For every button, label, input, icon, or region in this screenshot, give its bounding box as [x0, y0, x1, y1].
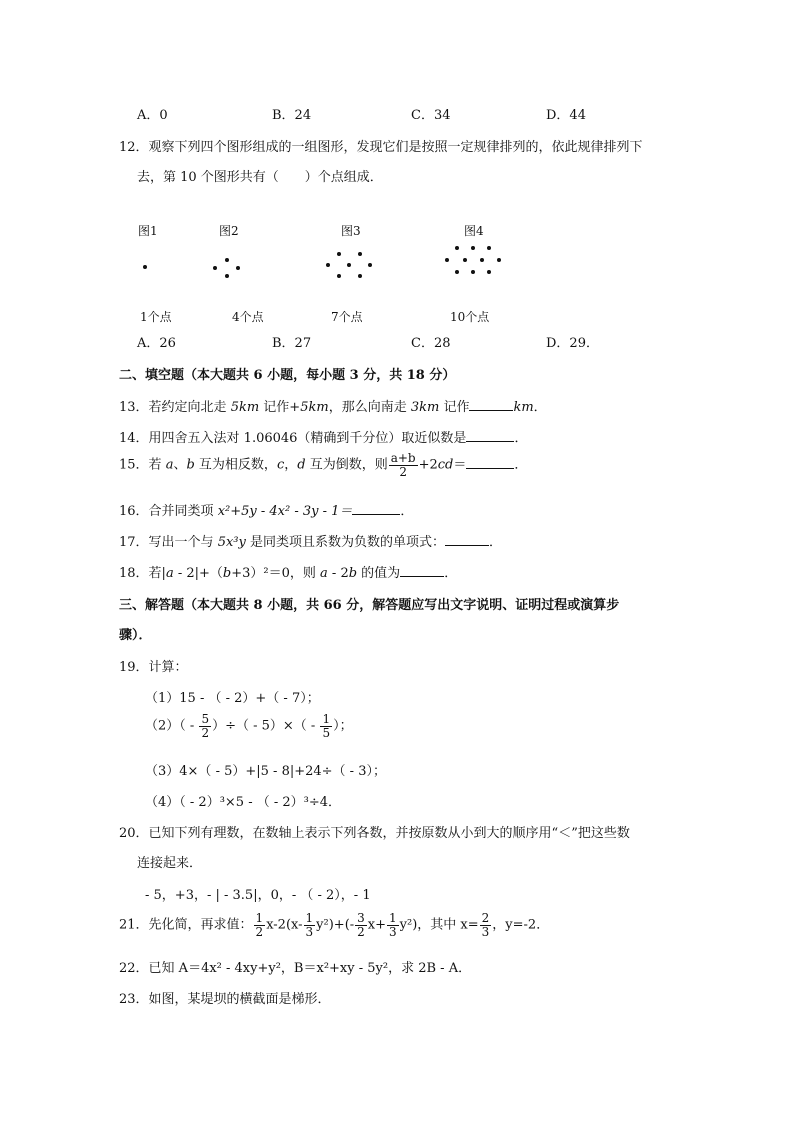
q19-fraction	[199, 713, 211, 739]
q19-title: 19．计算：	[119, 660, 188, 675]
q13-text: ．	[533, 400, 547, 415]
fig1-caption: 1个点	[140, 310, 172, 324]
q15-text: +2	[418, 457, 438, 473]
q18-text: - 2	[327, 566, 349, 581]
fig2-caption: 4个点	[232, 310, 264, 324]
dot	[368, 263, 372, 267]
q15-fraction	[389, 452, 418, 478]
q21-text: ，y=-2．	[492, 917, 550, 933]
dot	[455, 270, 459, 274]
q21-text: 21．先化简，再求值：	[119, 917, 253, 933]
dot	[455, 246, 459, 250]
q19-part2	[145, 713, 353, 739]
q14-text: ．	[514, 431, 528, 446]
q21-text: y²)，其中 x=	[399, 917, 479, 933]
q19-part4: （4）（ - 2）³×5 - （ - 2）³÷4．	[145, 795, 342, 810]
dot	[213, 266, 217, 270]
q18-answer-blank[interactable]	[400, 564, 444, 577]
q22: 22．已知 A＝4x² - 4xy+y²，B＝x²+xy - 5y²，求 2B - A．	[119, 961, 472, 976]
section2-heading: 二、填空题（本大题共 6 小题，每小题 3 分，共 18 分）	[119, 368, 456, 383]
q21-text: x+	[367, 917, 387, 933]
q13-text: 记作+	[259, 400, 301, 415]
q13-unit: 3km	[410, 400, 440, 415]
q19-fraction	[320, 713, 332, 739]
q21-denominator: 2	[357, 924, 365, 939]
q12-option-b: B．27	[272, 336, 312, 351]
dot	[225, 258, 229, 262]
q21-denominator: 3	[305, 924, 314, 939]
q15-numerator: a+b	[390, 451, 416, 465]
q14	[119, 427, 527, 446]
fig3-label: 图3	[341, 224, 361, 238]
q21-numerator: 3	[357, 911, 365, 925]
q15-var: b	[186, 457, 195, 473]
q12-option-a: A．26	[137, 336, 176, 351]
q21-fraction	[387, 912, 399, 938]
q16-text: 16．合并同类项	[119, 504, 218, 519]
q16-text: ．	[400, 504, 414, 519]
fig2-label: 图2	[219, 224, 239, 238]
q15-var: d	[297, 457, 306, 473]
dot	[445, 258, 449, 262]
q11-option-d: D．44	[546, 108, 586, 123]
q15	[119, 452, 527, 478]
dot	[487, 246, 491, 250]
q12-option-d: D．29．	[546, 336, 599, 351]
q11-option-b: B．24	[272, 108, 312, 123]
q18-var: b	[348, 566, 358, 581]
q15-text: 15．若	[119, 457, 166, 473]
q17-text: ．	[489, 535, 503, 550]
q18-text: - 2|+（	[173, 566, 223, 581]
q19-denominator: 5	[322, 725, 331, 740]
q21-text: x-2(x-	[266, 917, 303, 933]
q16	[119, 500, 413, 519]
dot	[480, 258, 484, 262]
q21-fraction	[355, 912, 367, 938]
q15-text: 、	[173, 457, 187, 473]
q15-text: ＝	[453, 457, 467, 473]
dot	[471, 246, 475, 250]
q13-text: 13．若约定向北走	[119, 400, 231, 415]
q18-text: +3）²＝0，则	[231, 566, 321, 581]
q19-part2-text: （2）（ -	[145, 718, 199, 734]
q21-numerator: 1	[389, 911, 397, 925]
q18-text: 18．若|	[119, 566, 166, 581]
q15-text: 互为相反数，	[194, 457, 277, 473]
q19-numerator: 5	[201, 712, 210, 726]
q15-var: cd	[437, 457, 454, 473]
q17	[119, 531, 502, 550]
section3-heading-line2: 骤）．	[119, 628, 152, 643]
q18-text: 的值为	[357, 566, 401, 581]
dot	[143, 265, 147, 269]
q19-part2-text: ）÷（ - 5）×（ -	[212, 718, 320, 734]
fig4-label: 图4	[464, 224, 484, 238]
q17-expression: 5x³y	[217, 535, 246, 550]
q11-option-a: A．0	[137, 108, 168, 123]
q19-part3: （3）4×（ - 5）+|5 - 8|+24÷（ - 3）；	[145, 764, 386, 779]
q19-numerator: 1	[322, 712, 331, 726]
q17-answer-blank[interactable]	[445, 533, 489, 546]
q15-text: 互为倒数，则	[305, 457, 388, 473]
q21-numerator: 2	[481, 911, 490, 925]
dot	[347, 263, 351, 267]
q23: 23．如图，某堤坝的横截面是梯形．	[119, 992, 331, 1007]
q14-text: 14．用四舍五入法对 1.06046（精确到千分位）取近似数是	[119, 431, 467, 446]
q17-text: 17．写出一个与	[119, 535, 218, 550]
q12-text-line2: 去，第 10 个图形共有（ ）个点组成．	[137, 170, 383, 185]
dot	[236, 266, 240, 270]
q13-answer-blank[interactable]	[469, 398, 513, 411]
dot	[463, 258, 467, 262]
q16-expression: x²+5y - 4x² - 3y - 1＝	[217, 504, 353, 519]
q18-text: ．	[444, 566, 458, 581]
q15-text: ，	[284, 457, 298, 473]
q12-text-line1: 12．观察下列四个图形组成的一组图形，发现它们是按照一定规律排列的，依此规律排列下	[119, 140, 643, 155]
q13-unit: km	[513, 400, 534, 415]
q21-denominator: 2	[255, 924, 264, 939]
q16-answer-blank[interactable]	[352, 502, 400, 515]
q20-line2: 连接起来．	[137, 856, 203, 871]
q18	[119, 562, 457, 581]
dot	[358, 252, 362, 256]
dot	[225, 274, 229, 278]
q21-fraction	[254, 912, 266, 938]
dot	[358, 274, 362, 278]
q21-numerator: 1	[255, 911, 264, 925]
q18-var: a	[320, 566, 328, 581]
q18-var: a	[165, 566, 174, 581]
q20-line1: 20．已知下列有理数，在数轴上表示下列各数，并按原数从小到大的顺序用“＜”把这些数	[119, 826, 630, 841]
dot	[471, 270, 475, 274]
dot	[497, 258, 501, 262]
q15-var: c	[276, 457, 285, 473]
q18-var: b	[222, 566, 232, 581]
q15-text: ．	[514, 457, 528, 473]
dot	[326, 263, 330, 267]
section3-heading-line1: 三、解答题（本大题共 8 小题，共 66 分，解答题应写出文字说明、证明过程或演算步	[119, 598, 620, 613]
q13	[119, 396, 547, 415]
q19-part1: （1）15 - （ - 2）+（ - 7）；	[145, 691, 320, 706]
q14-answer-blank[interactable]	[466, 429, 514, 442]
q21-denominator: 3	[481, 924, 490, 939]
q21-fraction	[304, 912, 316, 938]
q19-part2-text: ）；	[333, 718, 353, 734]
q17-text: 是同类项且系数为负数的单项式：	[245, 535, 445, 550]
q21-numerator: 1	[305, 911, 314, 925]
q12-option-c: C．28	[411, 336, 451, 351]
q20-numbers: - 5，+3，- | - 3.5|，0，- （ - 2），- 1	[145, 888, 371, 903]
q15-denominator: 2	[399, 464, 407, 479]
q15-var: a	[165, 457, 174, 473]
dot	[337, 252, 341, 256]
q13-unit: 5km	[300, 400, 329, 415]
q15-answer-blank[interactable]	[466, 456, 514, 469]
q13-unit: 5km	[230, 400, 260, 415]
dot	[337, 274, 341, 278]
q19-denominator: 2	[201, 725, 210, 740]
fig1-label: 图1	[138, 224, 158, 238]
dot	[487, 270, 491, 274]
q11-option-c: C．34	[411, 108, 451, 123]
fig4-caption: 10个点	[450, 310, 490, 324]
q21-text: y²)+(-	[316, 917, 355, 933]
q21-fraction	[480, 912, 492, 938]
q13-text: ，那么向南走	[328, 400, 411, 415]
fig3-caption: 7个点	[331, 310, 363, 324]
q21-denominator: 3	[389, 924, 397, 939]
q21	[119, 912, 549, 938]
q13-text: 记作	[439, 400, 470, 415]
